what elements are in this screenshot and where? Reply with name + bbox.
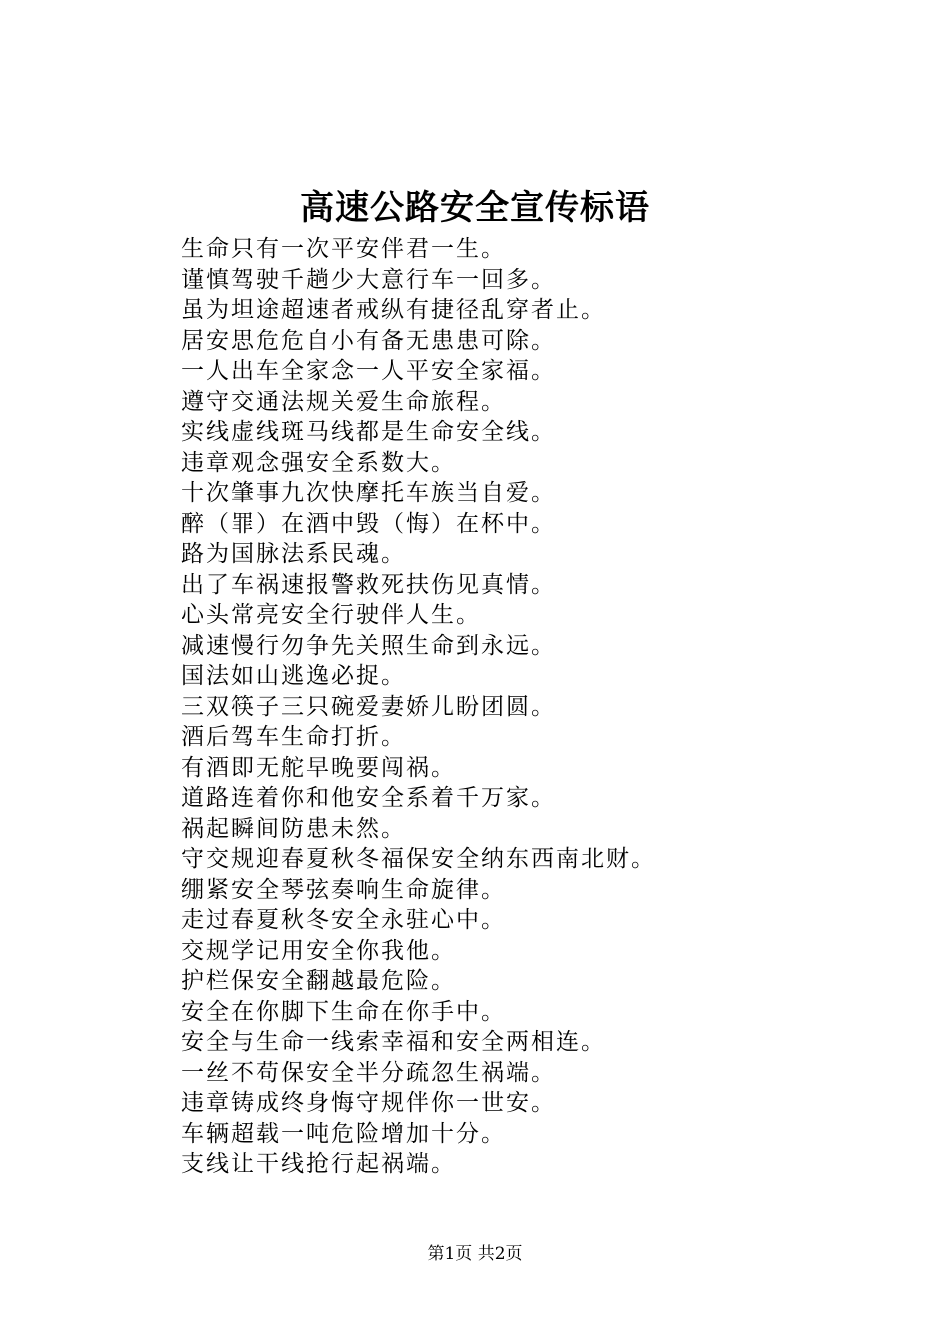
slogan-line: 车辆超载一吨危险增加十分。 [181,1120,506,1147]
slogan-line: 酒后驾车生命打折。 [181,724,406,750]
page-number-footer: 第1页 共2页 [427,1244,523,1264]
slogan-line: 三双筷子三只碗爱妻娇儿盼团圆。 [181,693,556,720]
slogan-line: 祸起瞬间防患未然。 [181,815,406,842]
slogan-list [181,234,656,1180]
slogan-line: 守交规迎春夏秋冬福保安全纳东西南北财。 [181,846,656,872]
slogan-line: 安全与生命一线索幸福和安全两相连。 [181,1029,606,1055]
slogan-line: 道路连着你和他安全系着千万家。 [181,785,556,811]
slogan-line: 绷紧安全琴弦奏响生命旋律。 [181,876,506,903]
document-title: 高速公路安全宣传标语 [300,188,650,228]
slogan-line: 虽为坦途超速者戒纵有捷径乱穿者止。 [181,297,606,323]
slogan-line: 遵守交通法规关爱生命旅程。 [181,388,506,415]
slogan-line: 居安思危危自小有备无患患可除。 [181,327,556,354]
slogan-line: 心头常亮安全行驶伴人生。 [181,602,481,628]
slogan-line: 一丝不苟保安全半分疏忽生祸端。 [181,1059,556,1086]
slogan-line: 走过春夏秋冬安全永驻心中。 [181,907,506,933]
slogan-line: 护栏保安全翻越最危险。 [181,968,456,994]
slogan-line: 十次肇事九次快摩托车族当自爱。 [181,480,556,506]
slogan-line: 安全在你脚下生命在你手中。 [181,998,506,1025]
slogan-line: 生命只有一次平安伴君一生。 [181,236,506,262]
slogan-line: 减速慢行勿争先关照生命到永远。 [181,632,556,659]
slogan-line: 谨慎驾驶千趟少大意行车一回多。 [181,266,556,293]
slogan-line: 实线虚线斑马线都是生命安全线。 [181,419,556,445]
slogan-line: 有酒即无舵早晚要闯祸。 [181,754,456,781]
slogan-line: 一人出车全家念一人平安全家福。 [181,358,556,384]
slogan-line: 违章铸成终身悔守规伴你一世安。 [181,1090,556,1116]
slogan-line: 国法如山逃逸必捉。 [181,663,406,689]
slogan-line: 路为国脉法系民魂。 [181,541,406,567]
slogan-line: 支线让干线抢行起祸端。 [181,1151,456,1177]
slogan-line: 违章观念强安全系数大。 [181,449,456,476]
slogan-line: 交规学记用安全你我他。 [181,937,456,964]
slogan-line: 醉（罪）在酒中毁（悔）在杯中。 [181,510,556,537]
slogan-line: 出了车祸速报警救死扶伤见真情。 [181,571,556,598]
